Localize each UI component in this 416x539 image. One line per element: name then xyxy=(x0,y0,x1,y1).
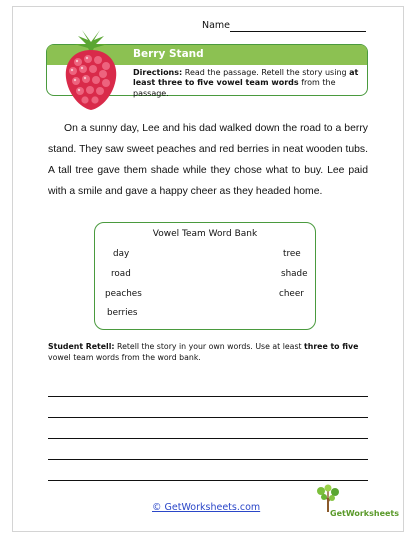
passage-paragraph: On a sunny day, Lee and his dad walked down the road to a berry stand. They saw sweet peaches and red berries in neat wooden tubs. A tall tree gave them shade while they chose what to buy. Lee paid with a smile and gave a happy cheer as they headed home. xyxy=(48,123,368,197)
tree-logo-icon xyxy=(312,484,384,524)
directions-label: Directions: xyxy=(133,68,183,77)
retell-bold: three to five xyxy=(304,342,359,351)
directions-bold: at least three to five vowel team words xyxy=(133,68,359,88)
writing-line[interactable] xyxy=(48,480,368,481)
directions-text-1: Read the passage. Retell the story using xyxy=(182,68,350,77)
student-retell-instructions xyxy=(48,342,370,363)
word-bank-word: berries xyxy=(107,308,138,318)
word-bank-word: shade xyxy=(281,269,308,279)
word-bank-word: cheer xyxy=(279,289,304,299)
retell-text-2: vowel team words from the word bank. xyxy=(48,352,201,362)
word-bank-word: peaches xyxy=(105,289,142,299)
word-bank-word: tree xyxy=(283,249,301,259)
word-bank-word: road xyxy=(111,269,131,279)
word-bank xyxy=(94,222,316,330)
word-bank-word: day xyxy=(113,249,130,259)
directions xyxy=(133,68,361,99)
writing-line[interactable] xyxy=(48,417,368,418)
retell-text-1: Retell the story in your own words. Use at least xyxy=(114,342,305,351)
name-label: Name xyxy=(202,20,231,31)
writing-line[interactable] xyxy=(48,396,368,397)
writing-line[interactable] xyxy=(48,459,368,460)
reading-passage xyxy=(48,118,368,202)
logo-text: GetWorksheets xyxy=(330,509,400,518)
writing-line[interactable] xyxy=(48,438,368,439)
raspberry-icon xyxy=(48,26,134,112)
name-line[interactable] xyxy=(230,31,366,32)
word-bank-title: Vowel Team Word Bank xyxy=(152,229,258,239)
retell-label: Student Retell: xyxy=(48,342,115,351)
footer-link[interactable]: © GetWorksheets.com xyxy=(152,502,261,513)
directions-text-2: from the passage. xyxy=(133,78,336,98)
worksheet-title: Berry Stand xyxy=(133,48,204,60)
